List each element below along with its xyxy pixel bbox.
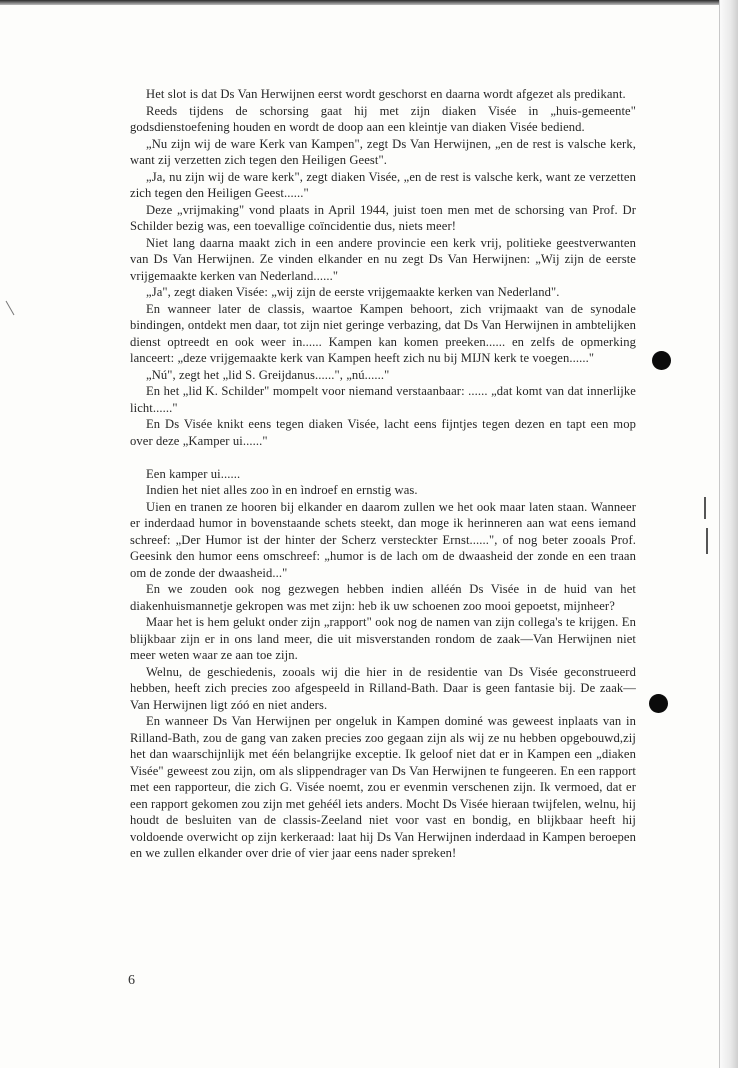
paragraph-spacer xyxy=(130,449,636,466)
punch-hole xyxy=(652,351,671,370)
paragraph: Indien het niet alles zoo ìn en ìndroef en ernstig was. xyxy=(146,483,418,497)
body-text xyxy=(130,86,636,862)
paragraph: En Ds Visée knikt eens tegen diaken Visée, lacht eens fijntjes tegen dezen en tapt een mop over deze „Kamper ui......" xyxy=(130,417,636,448)
paragraph: „Nu zijn wij de ware Kerk van Kampen", zegt Ds Van Herwijnen, „en de rest is valsche kerk, want zij verzetten zich tegen den Heiligen Geest". xyxy=(130,136,636,167)
paragraph: En we zouden ook nog gezwegen hebben indien alléén Ds Visée in de huid van het diakenhuismannetje gekropen was met zijn: heb ik uw schoenen zoo mooi gepoetst, mijnheer? xyxy=(130,582,636,613)
paragraph: Maar het is hem gelukt onder zijn „rapport" ook nog de namen van zijn collega's te krijgen. En blijkbaar zijn er in ons land meer, die uit misverstanden rondom de zaak—Van Herwijnen niet meer weten waar ze aan toe zijn. xyxy=(130,615,636,662)
paragraph: En het „lid K. Schilder" mompelt voor niemand verstaanbaar: ...... „dat komt van dat innerlijke licht......" xyxy=(130,384,636,415)
paragraph: Een kamper ui...... xyxy=(146,466,241,481)
paragraph: En wanneer Ds Van Herwijnen per ongeluk in Kampen dominé was geweest inplaats van in Rilland-Bath, zou de gang van zaken precies zoo gegaan zijn als wij ze nu hebben opgebouwd,zij het dan waarschijnlijk met één belangrijke exceptie. Ik geloof niet dat er in Kampen een „diaken Visée" geweest zou zijn, om als slippendrager van Ds Van Herwijnen te fungeeren. En een rapport met een rapporteur, die zich G. Visée noemt, zou er evenmin verschenen zijn. Ik vermoed, dat er een rapport gekomen zou zijn met gehéél iets anders. Mocht Ds Visée hieraan twijfelen, welnu, hij houdt de besluiten van de classis-Zeeland niet voor vast en bondig, en blijkbaar heeft hij voldoende overwicht op zijn kerkeraad: laat hij Ds Van Herwijnen inderdaad in Kampen beroepen en we zullen elkander over drie of vier jaar eens nader spreken! xyxy=(130,714,637,860)
punch-hole xyxy=(649,694,668,713)
scan-right-edge xyxy=(719,0,738,1068)
paragraph: „Ja", zegt diaken Visée: „wij zijn de eerste vrijgemaakte kerken van Nederland". xyxy=(146,285,560,299)
paragraph: „Nú", zegt het „lid S. Greijdanus......", „nú......" xyxy=(146,367,390,382)
margin-tick-mark xyxy=(4,300,16,316)
paragraph: Welnu, de geschiedenis, zooals wij die hier in de residentie van Ds Visée geconstrueerd hebben, heeft zich precies zoo afgespeeld in Rilland-Bath. Daar is geen fantasie bij. De zaak—Van Herwijnen ligt zóó en niet anders. xyxy=(130,664,636,712)
paragraph: Uien en tranen ze hooren bij elkander en daarom zullen we het ook maar laten staan. Wanneer er inderdaad humor in bovenstaande schets steekt, dan moge ik herinneren aan wat eens iemand schreef: „Der Humor ist der hinter der Scherz versteckter Ernst......", of nog beter zooals Prof. Geesink den humor eens omschreef: „humor is de lach om de dwaasheid der zonde en een traan om de zonde der dwaasheid..." xyxy=(130,499,636,580)
paragraph: „Ja, nu zijn wij de ware kerk", zegt diaken Visée, „en de rest is valsche kerk, want ze verzetten zich tegen den Heiligen Geest......" xyxy=(130,169,636,200)
paragraph: Niet lang daarna maakt zich in een andere provincie een kerk vrij, politieke geestverwanten van Ds Van Herwijnen. Ze vinden elkander en nu zegt Ds Van Herwijnen: „Wij zijn de eerste vrijgemaakte kerken van Nederland......" xyxy=(130,235,636,283)
margin-mark xyxy=(706,528,708,554)
margin-mark xyxy=(704,497,706,519)
paragraph: Reeds tijdens de schorsing gaat hij met zijn diaken Visée in „huis-gemeente" godsdienstoefening houden en wordt de doop aan een kleintje van diaken Visée bediend. xyxy=(130,103,636,134)
paragraph: Deze „vrijmaking" vond plaats in April 1944, juist toen men met de schorsing van Prof. Dr Schilder bezig was, een toevallige coïncidentie dus, niets meer! xyxy=(130,202,636,233)
paragraph: En wanneer later de classis, waartoe Kampen behoort, zich vrijmaakt van de synodale bindingen, ontdekt men daar, tot zijn niet geringe verbazing, dat Ds Van Herwijnen in ambtelijken dienst optreedt en ook weer in...... Kampen kan komen preeken...... en zelfs de opmerking lanceert: „deze vrijgemaakte kerk van Kampen heeft zich nu bij MIJN kerk te voegen......" xyxy=(130,301,636,365)
paragraph: Het slot is dat Ds Van Herwijnen eerst wordt geschorst en daarna wordt afgezet als predikant. xyxy=(146,87,626,101)
scan-top-edge xyxy=(0,0,738,5)
page-number: 6 xyxy=(128,973,135,988)
